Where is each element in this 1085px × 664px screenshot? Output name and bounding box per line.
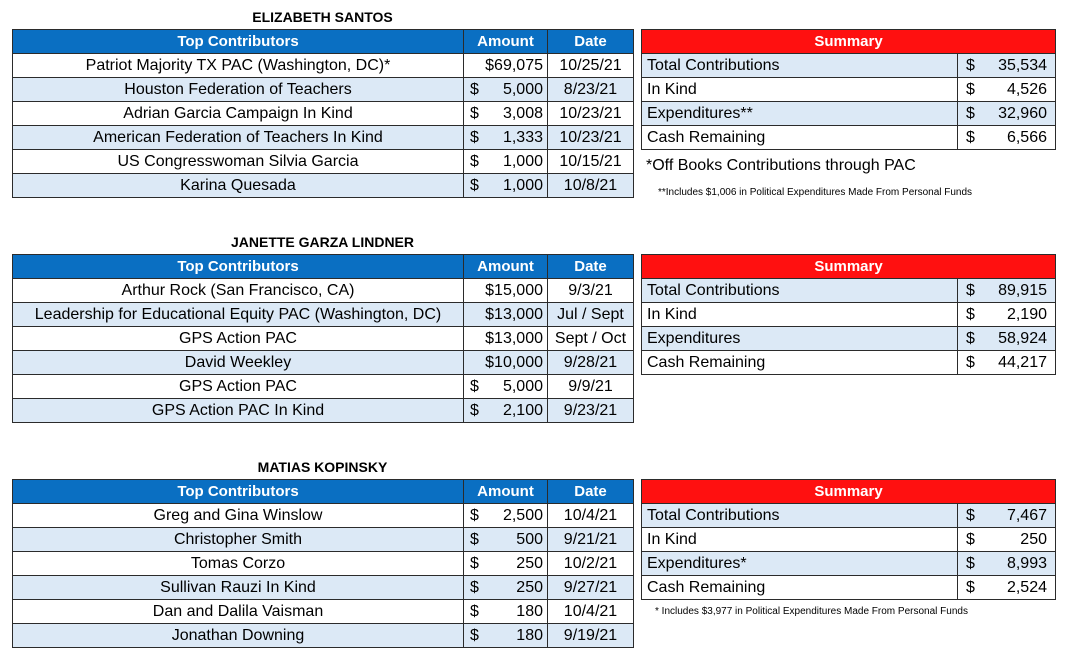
summary-row: [642, 54, 1056, 78]
amount-cell: $ 1,000: [464, 150, 548, 174]
amount-cell: $ 1,000: [464, 174, 548, 198]
summary-value: $ 2,190: [958, 303, 1056, 327]
summary-value: $ 7,467: [958, 504, 1056, 528]
summary-label: Expenditures**: [642, 102, 958, 126]
summary-value: $ 44,217: [958, 351, 1056, 375]
contributors-table: [12, 29, 634, 198]
table-row: [13, 150, 634, 174]
contributor-name: GPS Action PAC: [13, 327, 464, 351]
summary-label: In Kind: [642, 303, 958, 327]
amount-cell: $ 5,000: [464, 78, 548, 102]
summary-row: [642, 327, 1056, 351]
amount-cell: $ 250: [464, 552, 548, 576]
table-row: [13, 54, 634, 78]
column-header-amount: Amount: [464, 480, 548, 504]
date-cell: 10/4/21: [548, 600, 634, 624]
table-row: [13, 399, 634, 423]
summary-label: In Kind: [642, 528, 958, 552]
contributor-name: GPS Action PAC: [13, 375, 464, 399]
date-cell: 10/23/21: [548, 126, 634, 150]
candidate-name: MATIAS KOPINSKY: [257, 459, 388, 475]
section-elizabeth-santos: [0, 0, 1085, 205]
column-header-contributor: Top Contributors: [13, 255, 464, 279]
contributor-name: Karina Quesada: [13, 174, 464, 198]
date-cell: 10/8/21: [548, 174, 634, 198]
contributor-name: Christopher Smith: [13, 528, 464, 552]
column-header-amount: Amount: [464, 30, 548, 54]
table-row: [13, 552, 634, 576]
amount-cell: $ 1,333: [464, 126, 548, 150]
summary-row: [642, 528, 1056, 552]
summary-row: [642, 279, 1056, 303]
contributor-name: Sullivan Rauzi In Kind: [13, 576, 464, 600]
column-header-contributor: Top Contributors: [13, 30, 464, 54]
summary-value: $ 4,526: [958, 78, 1056, 102]
table-row: [13, 174, 634, 198]
date-cell: 10/25/21: [548, 54, 634, 78]
summary-table: [641, 29, 1056, 150]
summary-value: $ 250: [958, 528, 1056, 552]
summary-label: In Kind: [642, 78, 958, 102]
table-row: [13, 351, 634, 375]
amount-cell: $ 5,000: [464, 375, 548, 399]
date-cell: 10/15/21: [548, 150, 634, 174]
contributor-name: Adrian Garcia Campaign In Kind: [13, 102, 464, 126]
date-cell: 10/2/21: [548, 552, 634, 576]
footnote-pac: *Off Books Contributions through PAC: [646, 157, 916, 174]
summary-label: Total Contributions: [642, 279, 958, 303]
table-header-row: [13, 480, 634, 504]
column-header-date: Date: [548, 480, 634, 504]
summary-title: Summary: [642, 480, 1056, 504]
candidate-name: ELIZABETH SANTOS: [252, 9, 393, 25]
footnote-expenditures: * Includes $3,977 in Political Expenditures Made From Personal Funds: [655, 606, 968, 617]
summary-row: [642, 102, 1056, 126]
summary-value: $ 35,534: [958, 54, 1056, 78]
summary-value: $ 2,524: [958, 576, 1056, 600]
table-row: [13, 576, 634, 600]
summary-row: [642, 78, 1056, 102]
summary-label: Expenditures*: [642, 552, 958, 576]
table-row: [13, 303, 634, 327]
summary-label: Cash Remaining: [642, 576, 958, 600]
date-cell: 9/19/21: [548, 624, 634, 648]
table-row: [13, 327, 634, 351]
summary-row: [642, 303, 1056, 327]
amount-cell: $69,075: [464, 54, 548, 78]
summary-value: $ 32,960: [958, 102, 1056, 126]
amount-cell: $ 3,008: [464, 102, 548, 126]
contributor-name: GPS Action PAC In Kind: [13, 399, 464, 423]
date-cell: 10/4/21: [548, 504, 634, 528]
table-row: [13, 375, 634, 399]
summary-row: [642, 576, 1056, 600]
summary-row: [642, 504, 1056, 528]
column-header-date: Date: [548, 255, 634, 279]
column-header-date: Date: [548, 30, 634, 54]
date-cell: 10/23/21: [548, 102, 634, 126]
contributor-name: US Congresswoman Silvia Garcia: [13, 150, 464, 174]
amount-cell: $13,000: [464, 303, 548, 327]
contributors-table: [12, 479, 634, 648]
table-row: [13, 126, 634, 150]
date-cell: Sept / Oct: [548, 327, 634, 351]
contributor-name: Arthur Rock (San Francisco, CA): [13, 279, 464, 303]
table-row: [13, 528, 634, 552]
summary-value: $ 89,915: [958, 279, 1056, 303]
summary-label: Cash Remaining: [642, 126, 958, 150]
table-row: [13, 624, 634, 648]
column-header-amount: Amount: [464, 255, 548, 279]
summary-label: Cash Remaining: [642, 351, 958, 375]
amount-cell: $ 180: [464, 600, 548, 624]
table-row: [13, 102, 634, 126]
date-cell: 9/28/21: [548, 351, 634, 375]
summary-table: [641, 254, 1056, 375]
table-header-row: [13, 255, 634, 279]
contributor-name: Dan and Dalila Vaisman: [13, 600, 464, 624]
candidate-name: JANETTE GARZA LINDNER: [230, 234, 415, 250]
table-row: [13, 78, 634, 102]
table-row: [13, 600, 634, 624]
date-cell: Jul / Sept: [548, 303, 634, 327]
summary-title: Summary: [642, 255, 1056, 279]
summary-row: [642, 351, 1056, 375]
amount-cell: $ 250: [464, 576, 548, 600]
contributor-name: David Weekley: [13, 351, 464, 375]
summary-row: [642, 126, 1056, 150]
date-cell: 9/23/21: [548, 399, 634, 423]
date-cell: 9/9/21: [548, 375, 634, 399]
summary-table: [641, 479, 1056, 600]
summary-title: Summary: [642, 30, 1056, 54]
contributor-name: Patriot Majority TX PAC (Washington, DC)*: [13, 54, 464, 78]
amount-cell: $ 180: [464, 624, 548, 648]
contributors-table: [12, 254, 634, 423]
table-row: [13, 279, 634, 303]
table-row: [13, 504, 634, 528]
amount-cell: $10,000: [464, 351, 548, 375]
column-header-contributor: Top Contributors: [13, 480, 464, 504]
summary-value: $ 58,924: [958, 327, 1056, 351]
amount-cell: $ 500: [464, 528, 548, 552]
contributor-name: Jonathan Downing: [13, 624, 464, 648]
amount-cell: $ 2,500: [464, 504, 548, 528]
section-janette-garza-lindner: [0, 225, 1085, 430]
summary-value: $ 6,566: [958, 126, 1056, 150]
date-cell: 8/23/21: [548, 78, 634, 102]
summary-label: Expenditures: [642, 327, 958, 351]
date-cell: 9/3/21: [548, 279, 634, 303]
section-matias-kopinsky: [0, 450, 1085, 655]
contributor-name: Greg and Gina Winslow: [13, 504, 464, 528]
amount-cell: $15,000: [464, 279, 548, 303]
summary-value: $ 8,993: [958, 552, 1056, 576]
amount-cell: $13,000: [464, 327, 548, 351]
footnote-expenditures: **Includes $1,006 in Political Expenditures Made From Personal Funds: [658, 187, 973, 198]
summary-row: [642, 552, 1056, 576]
amount-cell: $ 2,100: [464, 399, 548, 423]
contributor-name: Tomas Corzo: [13, 552, 464, 576]
date-cell: 9/21/21: [548, 528, 634, 552]
contributor-name: Leadership for Educational Equity PAC (Washington, DC): [13, 303, 464, 327]
table-header-row: [13, 30, 634, 54]
summary-label: Total Contributions: [642, 504, 958, 528]
contributor-name: Houston Federation of Teachers: [13, 78, 464, 102]
date-cell: 9/27/21: [548, 576, 634, 600]
summary-label: Total Contributions: [642, 54, 958, 78]
contributor-name: American Federation of Teachers In Kind: [13, 126, 464, 150]
